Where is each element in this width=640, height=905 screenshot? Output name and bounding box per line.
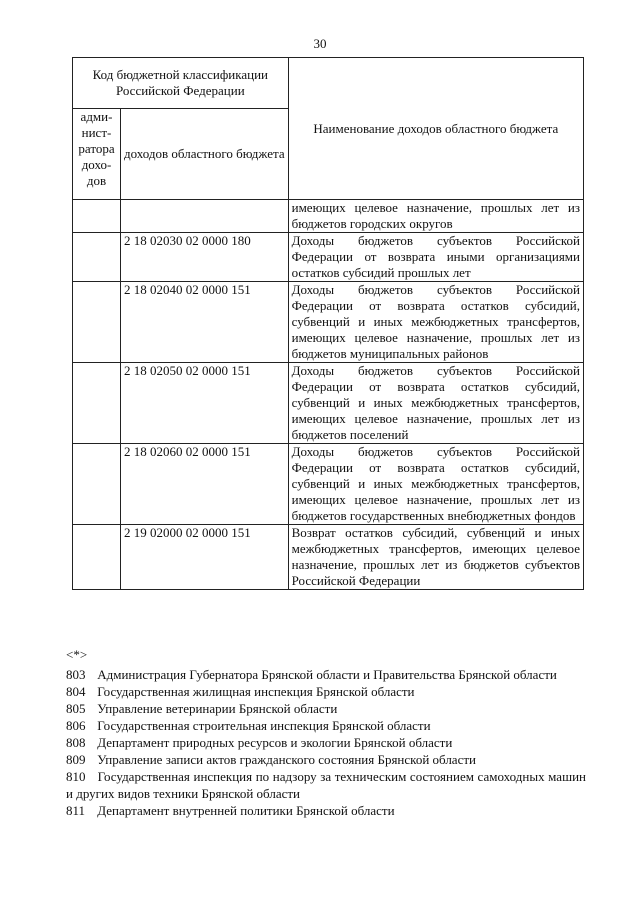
row-admin-cell bbox=[73, 363, 121, 444]
footnote-item bbox=[66, 734, 586, 751]
row-admin-cell bbox=[73, 525, 121, 590]
table-row bbox=[73, 282, 584, 363]
header-income-name: Наименование доходов областного бюджета bbox=[288, 58, 583, 200]
header-administrator: адми-нист-ратора дохо-дов bbox=[73, 109, 121, 200]
row-name-cell: имеющих целевое назначение, прошлых лет из бюджетов городских округов bbox=[288, 200, 583, 233]
row-name-cell: Доходы бюджетов субъектов Российской Федерации от возврата иными организациями остатков субсидий прошлых лет bbox=[288, 233, 583, 282]
row-code-cell: 2 18 02060 02 0000 151 bbox=[121, 444, 289, 525]
table-header-row bbox=[73, 58, 584, 109]
footnote-code: 805 bbox=[66, 701, 86, 716]
row-admin-cell bbox=[73, 233, 121, 282]
footnote-code: 810 bbox=[66, 769, 86, 784]
footnote-code: 803 bbox=[66, 667, 86, 682]
footnote-list bbox=[66, 666, 586, 819]
row-code-cell: 2 18 02040 02 0000 151 bbox=[121, 282, 289, 363]
row-name-cell: Доходы бюджетов субъектов Российской Федерации от возврата остатков субсидий, субвенций и иных межбюджетных трансфертов, имеющих целевое назначение, прошлых лет из бюджетов поселений bbox=[288, 363, 583, 444]
row-code-cell: 2 19 02000 02 0000 151 bbox=[121, 525, 289, 590]
footnote-text: Департамент внутренней политики Брянской области bbox=[97, 803, 395, 818]
footnote-text: Государственная инспекция по надзору за техническим состоянием самоходных машин и других видов техники Брянской области bbox=[66, 769, 586, 801]
footnote-code: 804 bbox=[66, 684, 86, 699]
table-row bbox=[73, 363, 584, 444]
table-row bbox=[73, 200, 584, 233]
table-row bbox=[73, 525, 584, 590]
footnote-text: Управление записи актов гражданского состояния Брянской области bbox=[97, 752, 476, 767]
row-admin-cell bbox=[73, 444, 121, 525]
table-row bbox=[73, 444, 584, 525]
footnote-item bbox=[66, 717, 586, 734]
header-budget-code-group: Код бюджетной классификации Российской Федерации bbox=[73, 58, 289, 109]
row-name-cell: Доходы бюджетов субъектов Российской Федерации от возврата остатков субсидий, субвенций и иных межбюджетных трансфертов, имеющих целевое назначение, прошлых лет из бюджетов государственных внебюджетных фондов bbox=[288, 444, 583, 525]
row-code-cell: 2 18 02030 02 0000 180 bbox=[121, 233, 289, 282]
footnote-text: Государственная строительная инспекция Брянской области bbox=[97, 718, 431, 733]
footnote-text: Администрация Губернатора Брянской области и Правительства Брянской области bbox=[97, 667, 557, 682]
row-admin-cell bbox=[73, 282, 121, 363]
footnote-item bbox=[66, 683, 586, 700]
row-code-cell bbox=[121, 200, 289, 233]
budget-classification-table bbox=[72, 57, 584, 590]
row-name-cell: Возврат остатков субсидий, субвенций и иных межбюджетных трансфертов, имеющих целевое назначение, прошлых лет из бюджетов субъектов Российской Федерации bbox=[288, 525, 583, 590]
header-income-code: доходов областного бюджета bbox=[121, 109, 289, 200]
row-admin-cell bbox=[73, 200, 121, 233]
footnote-text: Управление ветеринарии Брянской области bbox=[97, 701, 338, 716]
footnote-item bbox=[66, 768, 586, 802]
footnote-code: 806 bbox=[66, 718, 86, 733]
footnote-code: 808 bbox=[66, 735, 86, 750]
footnote-marker: <*> bbox=[66, 647, 88, 662]
row-name-cell: Доходы бюджетов субъектов Российской Федерации от возврата остатков субсидий, субвенций и иных межбюджетных трансфертов, имеющих целевое назначение, прошлых лет из бюджетов муниципальных районов bbox=[288, 282, 583, 363]
table-row bbox=[73, 233, 584, 282]
row-code-cell: 2 18 02050 02 0000 151 bbox=[121, 363, 289, 444]
page-number: 30 bbox=[313, 36, 327, 51]
footnote-code: 811 bbox=[66, 803, 86, 818]
footnote-item bbox=[66, 700, 586, 717]
footnote-item bbox=[66, 751, 586, 768]
footnote-item bbox=[66, 802, 586, 819]
footnote-code: 809 bbox=[66, 752, 86, 767]
footnote-text: Государственная жилищная инспекция Брянской области bbox=[97, 684, 415, 699]
footnote-item bbox=[66, 666, 586, 683]
footnote-text: Департамент природных ресурсов и экологии Брянской области bbox=[97, 735, 453, 750]
